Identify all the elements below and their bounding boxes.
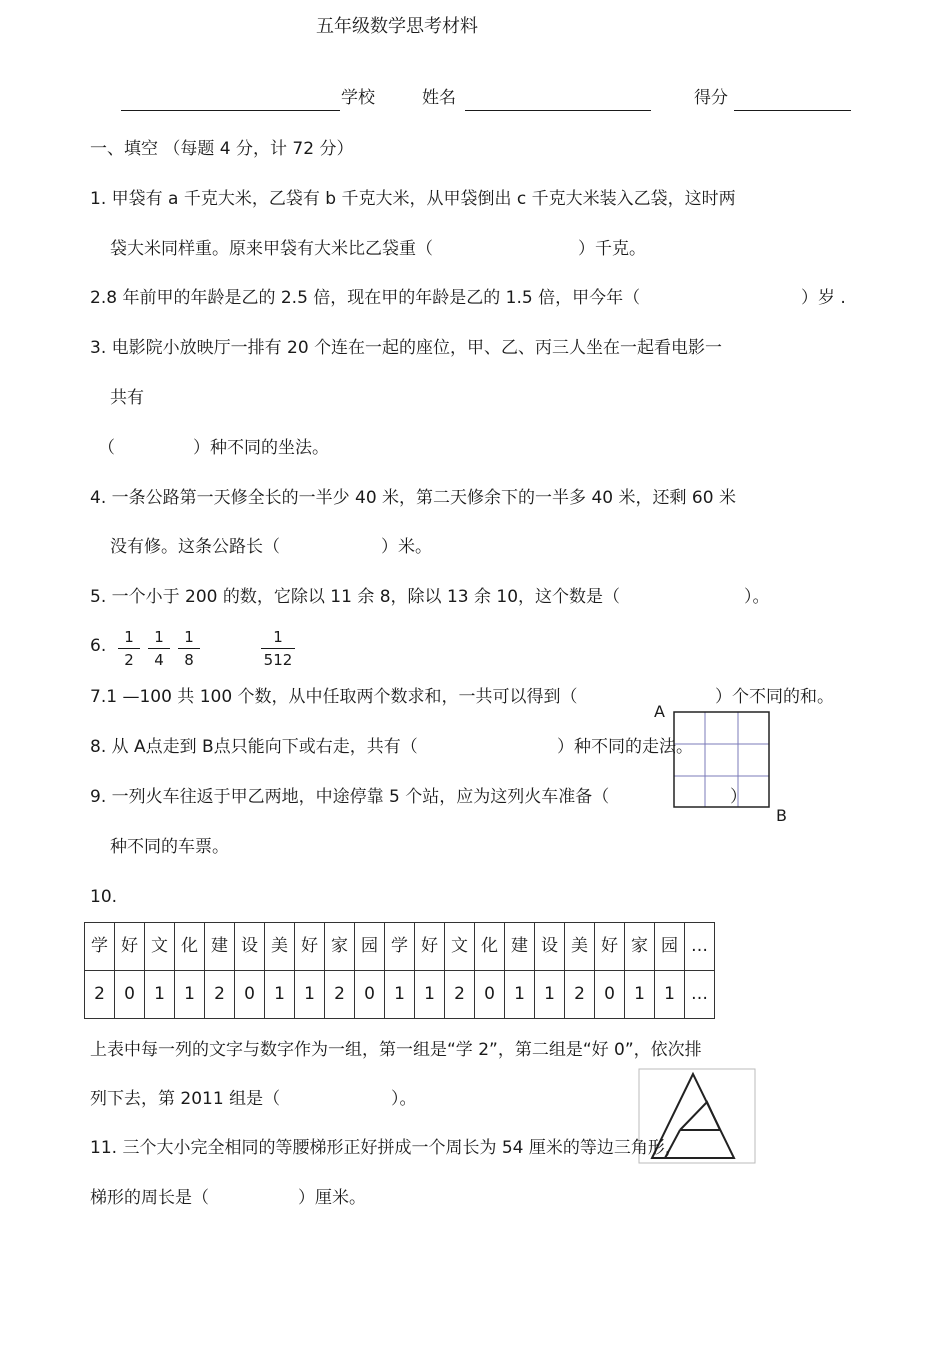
question-10-line-1: 上表中每一列的文字与数字作为一组，第一组是“学 2”，第二组是“好 0”，依次排 (90, 1040, 702, 1060)
fraction-3-denominator: 8 (184, 651, 194, 669)
digit-cell: 1 (535, 971, 565, 1019)
digit-cell: 1 (295, 971, 325, 1019)
character-row (85, 923, 715, 971)
point-a-label: A (654, 702, 665, 721)
digit-cell: … (685, 971, 715, 1019)
question-1-line-2b: ）千克。 (578, 239, 646, 259)
character-cell: 好 (295, 923, 325, 971)
digit-cell: 1 (625, 971, 655, 1019)
question-10-line-2a: 列下去，第 2011 组是（ (90, 1089, 281, 1109)
fraction-1-denominator: 2 (124, 651, 134, 669)
question-5-line-1a: 5. 一个小于 200 的数，它除以 11 余 8，除以 13 余 10，这个数是（ (90, 587, 621, 607)
sequence-table (84, 922, 715, 1019)
character-cell: 园 (655, 923, 685, 971)
digit-cell: 1 (175, 971, 205, 1019)
inner-division (680, 1102, 720, 1130)
fraction-2-numerator: 1 (148, 630, 170, 649)
character-cell: 建 (205, 923, 235, 971)
fraction-2 (148, 630, 170, 668)
character-cell: 文 (445, 923, 475, 971)
fraction-4-numerator: 1 (261, 630, 295, 649)
character-cell: 学 (85, 923, 115, 971)
digit-cell: 2 (325, 971, 355, 1019)
section-heading: 一、填空 （每题 4 分，计 72 分） (90, 139, 354, 159)
character-cell: 文 (145, 923, 175, 971)
point-b-label: B (776, 806, 787, 825)
character-cell: … (685, 923, 715, 971)
question-11-line-2b: ）厘米。 (298, 1188, 366, 1208)
digit-cell: 1 (145, 971, 175, 1019)
digit-cell: 2 (85, 971, 115, 1019)
question-2-line-1a: 2.8 年前甲的年龄是乙的 2.5 倍，现在甲的年龄是乙的 1.5 倍，甲今年（ (90, 288, 641, 308)
digit-cell: 1 (265, 971, 295, 1019)
fraction-3 (178, 630, 200, 668)
character-cell: 设 (235, 923, 265, 971)
character-cell: 园 (355, 923, 385, 971)
name-label: 姓名 (422, 88, 456, 108)
question-4-line-2a: 没有修。这条公路长（ (110, 537, 280, 557)
grid-border (674, 712, 769, 807)
character-cell: 好 (415, 923, 445, 971)
school-blank[interactable] (121, 110, 340, 111)
question-4-line-2b: ）米。 (381, 537, 432, 557)
score-blank[interactable] (734, 110, 851, 111)
question-8-line-1b: ）种不同的走法。 (557, 737, 693, 757)
character-cell: 好 (595, 923, 625, 971)
character-cell: 家 (625, 923, 655, 971)
digit-cell: 2 (205, 971, 235, 1019)
path-grid-diagram (672, 710, 772, 810)
question-7-line-1a: 7.1 —100 共 100 个数，从中任取两个数求和，一共可以得到（ (90, 687, 578, 707)
question-10-line-2b: ）。 (391, 1089, 417, 1109)
digit-cell: 1 (415, 971, 445, 1019)
fraction-4-denominator: 512 (263, 651, 293, 669)
fraction-1 (118, 630, 140, 668)
question-11-line-2a: 梯形的周长是（ (90, 1188, 209, 1208)
digit-cell: 1 (385, 971, 415, 1019)
digit-cell: 2 (445, 971, 475, 1019)
question-3-line-3a: （ (98, 438, 115, 458)
question-4-line-1: 4. 一条公路第一天修全长的一半少 40 米，第二天修余下的一半多 40 米，还剩 60 米 (90, 488, 736, 508)
fraction-2-denominator: 4 (154, 651, 164, 669)
digit-cell: 0 (115, 971, 145, 1019)
fraction-4 (261, 630, 295, 668)
question-9-line-2: 种不同的车票。 (110, 837, 229, 857)
digit-cell: 0 (355, 971, 385, 1019)
name-blank[interactable] (465, 110, 651, 111)
question-11-line-1: 11. 三个大小完全相同的等腰梯形正好拼成一个周长为 54 厘米的等边三角形， (90, 1138, 682, 1158)
fraction-3-numerator: 1 (178, 630, 200, 649)
character-cell: 设 (535, 923, 565, 971)
digit-cell: 0 (475, 971, 505, 1019)
digit-cell: 0 (595, 971, 625, 1019)
question-1-line-2a: 袋大米同样重。原来甲袋有大米比乙袋重（ (110, 239, 433, 259)
question-2-line-1b: ）岁 . (801, 288, 846, 308)
score-label: 得分 (694, 88, 728, 108)
character-cell: 学 (385, 923, 415, 971)
question-9-line-1b: ） (730, 787, 747, 807)
question-8-line-1a: 8. 从 A点走到 B点只能向下或右走，共有（ (90, 737, 418, 757)
digit-cell: 1 (655, 971, 685, 1019)
question-3-line-2: 共有 (110, 388, 144, 408)
character-cell: 化 (175, 923, 205, 971)
question-3-line-1: 3. 电影院小放映厅一排有 20 个连在一起的座位，甲、乙、丙三人坐在一起看电影一 (90, 338, 723, 358)
question-7-line-1b: ）个不同的和。 (715, 687, 834, 707)
page-title: 五年级数学思考材料 (316, 16, 478, 37)
character-cell: 好 (115, 923, 145, 971)
fraction-1-numerator: 1 (118, 630, 140, 649)
character-cell: 美 (565, 923, 595, 971)
question-6-label: 6. (90, 636, 107, 656)
question-9-line-1a: 9. 一列火车往返于甲乙两地，中途停靠 5 个站，应为这列火车准备（ (90, 787, 610, 807)
question-5-line-1b: ）。 (744, 587, 770, 607)
digit-cell: 1 (505, 971, 535, 1019)
character-cell: 美 (265, 923, 295, 971)
school-label: 学校 (341, 88, 375, 108)
digit-cell: 2 (565, 971, 595, 1019)
question-1-line-1: 1. 甲袋有 a 千克大米，乙袋有 b 千克大米，从甲袋倒出 c 千克大米装入乙袋，这时两 (90, 189, 736, 209)
digit-row (85, 971, 715, 1019)
character-cell: 化 (475, 923, 505, 971)
character-cell: 建 (505, 923, 535, 971)
digit-cell: 0 (235, 971, 265, 1019)
question-10-label: 10. (90, 887, 118, 907)
question-3-line-3b: ）种不同的坐法。 (193, 438, 329, 458)
character-cell: 家 (325, 923, 355, 971)
